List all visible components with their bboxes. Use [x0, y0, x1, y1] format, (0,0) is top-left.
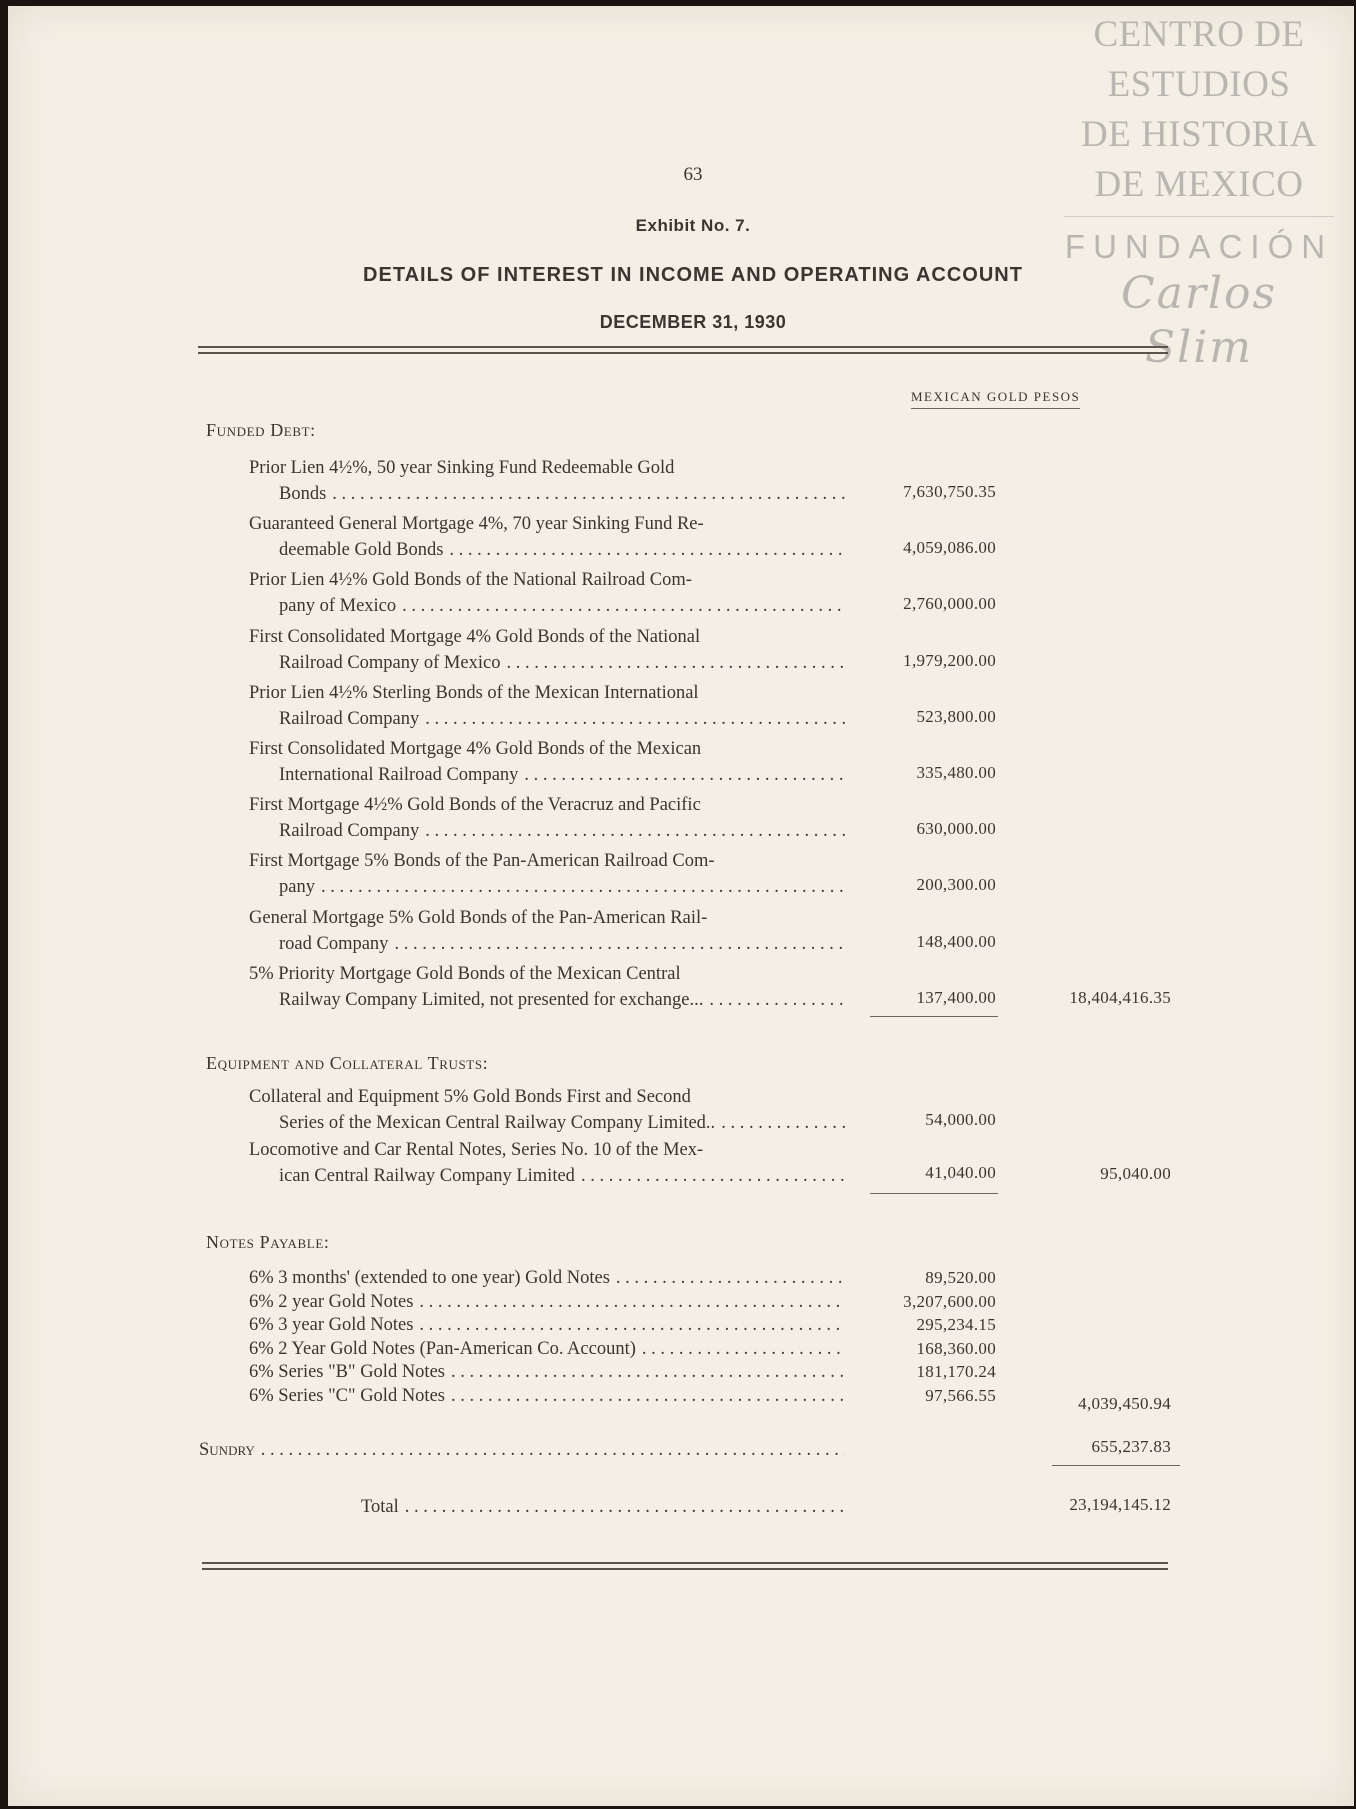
item-text: 6% 3 months' (extended to one year) Gold Notes [249, 1268, 610, 1288]
item-amount: 523,800.00 [916, 706, 996, 726]
item-amount: 2,760,000.00 [903, 594, 996, 614]
leader-dots [413, 1314, 845, 1337]
page-title: DETAILS OF INTEREST IN INCOME AND OPERATING ACCOUNT [363, 264, 1023, 286]
watermark-signature: Carlos Slim [1120, 268, 1278, 373]
leader-dots [445, 1361, 845, 1384]
item-text-line1: First Mortgage 5% Bonds of the Pan-American Railroad Com- [249, 851, 715, 872]
leader-dots [419, 706, 845, 732]
item-amount: 4,059,086.00 [903, 538, 996, 558]
document-page [8, 6, 1354, 1806]
funded-debt-item [249, 961, 845, 1013]
item-text: 6% Series "C" Gold Notes [249, 1386, 445, 1406]
section-heading-notes-payable: Notes Payable: [206, 1232, 330, 1252]
funded-debt-item [249, 567, 845, 619]
equipment-subtotal: 95,040.00 [1100, 1164, 1171, 1183]
item-text-line1: First Consolidated Mortgage 4% Gold Bonds of the National [249, 626, 701, 647]
item-text-line1: Collateral and Equipment 5% Gold Bonds First and Second [249, 1087, 691, 1107]
item-text-line2: ican Central Railway Company Limited [279, 1166, 575, 1186]
funded-debt-item [249, 848, 845, 900]
item-amount: 41,040.00 [925, 1163, 996, 1182]
total-row [361, 1496, 845, 1519]
item-amount: 181,170.24 [916, 1362, 996, 1382]
funded-debt-item [249, 624, 845, 676]
notes-payable-item [249, 1385, 845, 1408]
item-text: 6% 3 year Gold Notes [249, 1315, 414, 1336]
watermark-line: ESTUDIOS [1107, 64, 1291, 105]
watermark-line: DE HISTORIA [1080, 114, 1318, 155]
item-text-line2: pany of Mexico [279, 596, 397, 617]
notes-payable-item [249, 1338, 845, 1361]
double-rule-top [198, 346, 1168, 354]
item-text-line2: road Company [279, 933, 389, 954]
item-text-line2: pany [279, 877, 315, 898]
exhibit-label: Exhibit No. 7. [635, 216, 751, 235]
sundry-amount: 655,237.83 [1091, 1437, 1171, 1456]
leader-dots [399, 1496, 845, 1519]
item-text-line2: International Railroad Company [279, 765, 519, 785]
leader-dots [518, 762, 845, 788]
section-heading-equipment: Equipment and Collateral Trusts: [206, 1053, 489, 1073]
sundry-row [199, 1439, 845, 1462]
item-text: 6% 2 Year Gold Notes (Pan-American Co. Account) [249, 1338, 636, 1359]
leader-dots [575, 1163, 845, 1189]
item-text-line2: Railroad Company of Mexico [279, 652, 501, 673]
item-text-line1: Guaranteed General Mortgage 4%, 70 year Sinking Fund Re- [249, 514, 704, 535]
funded-debt-item [249, 511, 845, 563]
item-text-line1: Locomotive and Car Rental Notes, Series No. 10 of the Mex- [249, 1140, 704, 1160]
watermark-line: DE MEXICO [1094, 164, 1304, 205]
funded-debt-item [249, 680, 845, 732]
item-text-line1: Prior Lien 4½%, 50 year Sinking Fund Redeemable Gold [249, 458, 675, 478]
total-amount: 23,194,145.12 [1069, 1495, 1171, 1514]
item-amount: 54,000.00 [925, 1110, 996, 1129]
leader-dots [413, 1291, 845, 1314]
item-amount: 295,234.15 [916, 1315, 996, 1335]
total-rule [1052, 1465, 1180, 1466]
item-text-line2: Bonds [279, 484, 327, 504]
column-header: MEXICAN GOLD PESOS [911, 389, 1080, 409]
watermark-line: CENTRO DE [1093, 14, 1305, 55]
item-text-line2: Railroad Company [279, 821, 420, 842]
leader-dots [443, 537, 845, 563]
item-text-line2: deemable Gold Bonds [279, 540, 444, 561]
item-amount: 3,207,600.00 [903, 1291, 996, 1311]
page-number: 63 [683, 164, 703, 185]
equipment-item [249, 1137, 845, 1189]
leader-dots [315, 874, 845, 900]
item-text-line2: Series of the Mexican Central Railway Company Limited.. [279, 1113, 716, 1133]
item-text-line1: General Mortgage 5% Gold Bonds of the Pan-American Rail- [249, 907, 708, 928]
leader-dots [396, 593, 845, 619]
leader-dots [500, 650, 845, 676]
sundry-label: Sundry [199, 1440, 255, 1460]
leader-dots [636, 1338, 845, 1361]
item-text: 6% 2 year Gold Notes [249, 1291, 414, 1312]
leader-dots [445, 1385, 845, 1408]
funded-debt-item [249, 455, 845, 507]
notes-payable-item [249, 1267, 845, 1290]
double-rule-bottom [202, 1562, 1168, 1570]
leader-dots [255, 1439, 845, 1462]
subtotal-rule [870, 1193, 998, 1194]
item-text-line1: Prior Lien 4½% Sterling Bonds of the Mexican International [249, 682, 699, 703]
item-amount: 7,630,750.35 [903, 482, 996, 501]
item-text-line1: 5% Priority Mortgage Gold Bonds of the Mexican Central [249, 963, 681, 984]
leader-dots [326, 481, 845, 507]
leader-dots [715, 1110, 845, 1136]
funded-debt-item [249, 736, 845, 788]
subtotal-rule [870, 1016, 998, 1017]
item-amount: 200,300.00 [916, 875, 996, 895]
notes-payable-item [249, 1314, 845, 1337]
item-text-line1: First Consolidated Mortgage 4% Gold Bonds of the Mexican [249, 739, 702, 759]
funded-debt-subtotal: 18,404,416.35 [1069, 988, 1171, 1007]
section-heading-funded-debt: Funded Debt: [206, 420, 316, 440]
leader-dots [388, 931, 845, 957]
item-amount: 630,000.00 [916, 819, 996, 839]
funded-debt-item [249, 792, 845, 844]
item-amount: 168,360.00 [916, 1338, 996, 1358]
item-text-line1: First Mortgage 4½% Gold Bonds of the Veracruz and Pacific [249, 795, 701, 816]
notes-payable-item [249, 1361, 845, 1384]
leader-dots [419, 818, 845, 844]
notes-payable-subtotal: 4,039,450.94 [1078, 1394, 1171, 1413]
leader-dots [703, 987, 845, 1013]
item-text-line2: Railway Company Limited, not presented for exchange... [279, 989, 704, 1010]
item-amount: 137,400.00 [916, 987, 996, 1007]
leader-dots [610, 1267, 845, 1290]
equipment-item [249, 1084, 845, 1136]
total-label: Total [361, 1497, 399, 1517]
notes-payable-item [249, 1291, 845, 1314]
item-amount: 89,520.00 [925, 1268, 996, 1287]
funded-debt-item [249, 905, 845, 957]
item-text-line2: Railroad Company [279, 708, 420, 729]
item-amount: 1,979,200.00 [903, 650, 996, 670]
watermark-foundation: FUNDACIÓN [1064, 228, 1334, 265]
page-date: DECEMBER 31, 1930 [599, 312, 787, 332]
item-amount: 148,400.00 [916, 931, 996, 951]
item-amount: 97,566.55 [925, 1386, 996, 1405]
item-text-line1: Prior Lien 4½% Gold Bonds of the National Railroad Com- [249, 570, 692, 591]
item-amount: 335,480.00 [916, 763, 996, 782]
item-text: 6% Series "B" Gold Notes [249, 1362, 445, 1383]
